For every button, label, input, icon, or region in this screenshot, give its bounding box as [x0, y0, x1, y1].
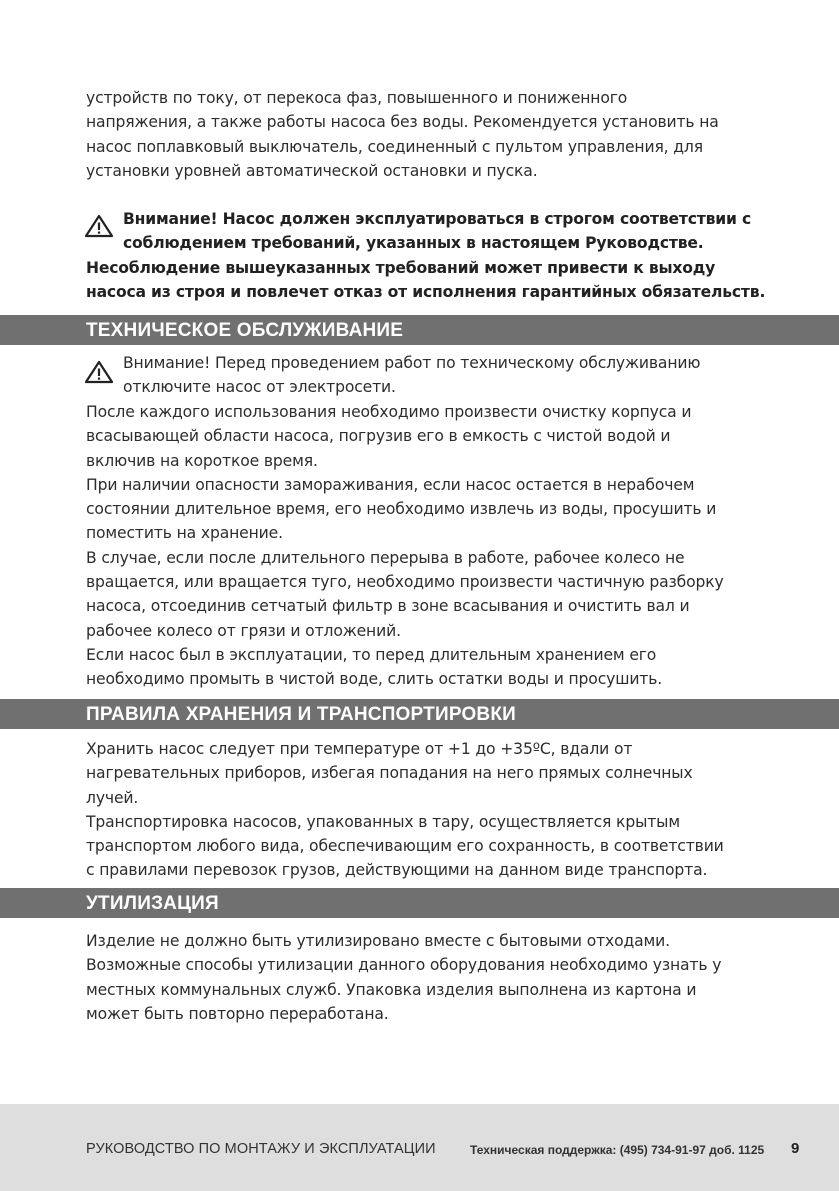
text-line: с правилами перевозок грузов, действующими на данном виде транспорта. — [86, 861, 708, 880]
text-line: необходимо промыть в чистой воде, слить остатки воды и просушить. — [86, 670, 663, 689]
text-line: Хранить насос следует при температуре от +1 до +35ºС, вдали от — [86, 740, 633, 758]
text-line: местных коммунальных служб. Упаковка изделия выполнена из картона и — [86, 980, 697, 999]
text-line: состоянии длительное время, его необходимо извлечь из воды, просушить и — [86, 500, 717, 519]
support-phone: Техническая поддержка: (495) 734-91-97 доб. 1125 — [470, 1143, 765, 1157]
text-line: нагревательных приборов, избегая попадания на него прямых солнечных — [86, 764, 693, 783]
text-line: насос поплавковый выключатель, соединенный с пультом управления, для — [86, 137, 703, 156]
text-line: может быть повторно переработана. — [86, 1004, 389, 1023]
text-line: После каждого использования необходимо произвести очистку корпуса и — [86, 403, 692, 421]
disposal-body — [86, 929, 786, 1026]
section-title: ПРАВИЛА ХРАНЕНИЯ И ТРАНСПОРТИРОВКИ — [86, 704, 516, 725]
text-line: включив на короткое время. — [86, 451, 318, 470]
warning-line: Несоблюдение вышеуказанных требований может привести к выходу — [86, 258, 716, 277]
text-line: насоса, отсоединив сетчатый фильтр в зоне всасывания и очистить вал и — [86, 597, 690, 616]
warning-line: насоса из строя и повлечет отказ от исполнения гарантийных обязательств. — [86, 282, 766, 301]
storage-body — [86, 737, 786, 883]
text-line: вращается, или вращается туго, необходимо произвести частичную разборку — [86, 573, 724, 592]
maintenance-body — [86, 400, 786, 692]
text-line: напряжения, а также работы насоса без воды. Рекомендуется установить на — [86, 113, 719, 132]
text-line: рабочее колесо от грязи и отложений. — [86, 621, 401, 640]
section-title: ТЕХНИЧЕСКОЕ ОБСЛУЖИВАНИЕ — [86, 320, 404, 341]
warning-line: соблюдением требований, указанных в настоящем Руководстве. — [123, 234, 704, 253]
text-line: установки уровней автоматической остановки и пуска. — [86, 161, 538, 180]
section-header-disposal — [0, 888, 839, 918]
text-line: Изделие не должно быть утилизировано вместе с бытовыми отходами. — [86, 932, 670, 950]
section-header-maintenance — [0, 315, 839, 345]
text-line: При наличии опасности замораживания, если насос остается в нерабочем — [86, 475, 695, 494]
warning-line: отключите насос от электросети. — [123, 378, 396, 397]
page-footer — [0, 1104, 839, 1191]
text-line: всасывающей области насоса, погрузив его в емкость с чистой водой и — [86, 427, 671, 446]
page-number: 9 — [791, 1140, 800, 1157]
text-line: Если насос был в эксплуатации, то перед длительным хранением его — [86, 645, 657, 664]
maintenance-warning — [86, 351, 786, 400]
warning-general — [86, 207, 786, 304]
text-line: В случае, если после длительного перерыва в работе, рабочее колесо не — [86, 548, 685, 567]
manual-title: РУКОВОДСТВО ПО МОНТАЖУ И ЭКСПЛУАТАЦИИ — [86, 1141, 436, 1157]
text-line: лучей. — [86, 788, 139, 807]
text-line: Транспортировка насосов, упакованных в тару, осуществляется крытым — [86, 812, 680, 831]
warning-line: Внимание! Перед проведением работ по техническому обслуживанию — [123, 354, 701, 372]
section-header-storage — [0, 699, 839, 729]
intro-paragraph — [86, 86, 786, 183]
text-line: поместить на хранение. — [86, 524, 283, 543]
section-title: УТИЛИЗАЦИЯ — [86, 893, 219, 914]
text-line: устройств по току, от перекоса фаз, повышенного и пониженного — [86, 89, 628, 107]
text-line: Возможные способы утилизации данного оборудования необходимо узнать у — [86, 956, 722, 975]
warning-line: Внимание! Насос должен эксплуатироваться в строгом соответствии с — [123, 210, 752, 228]
text-line: транспортом любого вида, обеспечивающим его сохранность, в соответствии — [86, 837, 724, 856]
